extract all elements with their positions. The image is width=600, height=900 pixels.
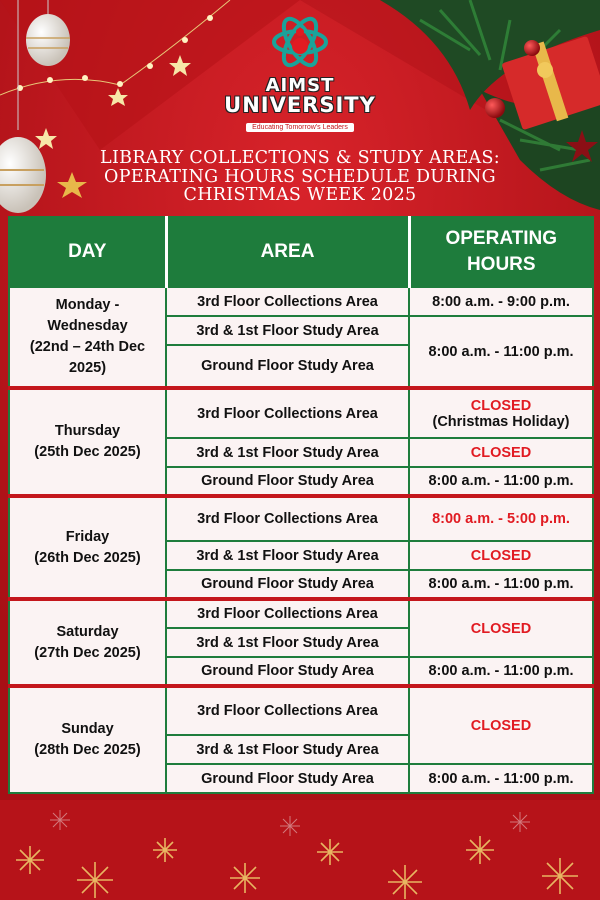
area-cell: 3rd Floor Collections Area — [166, 686, 409, 735]
area-cell: 3rd & 1st Floor Study Area — [166, 628, 409, 657]
area-cell: Ground Floor Study Area — [166, 345, 409, 388]
hours-cell: 8:00 a.m. - 11:00 p.m. — [409, 316, 593, 388]
hours-cell: 8:00 a.m. - 11:00 p.m. — [409, 764, 593, 793]
university-logo — [0, 12, 600, 134]
area-cell: Ground Floor Study Area — [166, 570, 409, 599]
title-line-2: OPERATING HOURS SCHEDULE DURING — [104, 166, 496, 187]
title-line-1: LIBRARY COLLECTIONS & STUDY AREAS: — [100, 148, 500, 168]
area-cell: 3rd Floor Collections Area — [166, 287, 409, 316]
logo-tagline: Educating Tomorrow's Leaders — [246, 123, 354, 132]
area-cell: Ground Floor Study Area — [166, 764, 409, 793]
area-cell: 3rd & 1st Floor Study Area — [166, 438, 409, 467]
title-line-3: CHRISTMAS WEEK 2025 — [183, 185, 417, 205]
day-saturday: Saturday (27th Dec 2025) — [9, 599, 166, 686]
hours-cell: 8:00 a.m. - 9:00 p.m. — [409, 287, 593, 316]
hours-cell: 8:00 a.m. - 5:00 p.m. — [409, 496, 593, 541]
day-friday: Friday (26th Dec 2025) — [9, 496, 166, 599]
day-sunday: Sunday (28th Dec 2025) — [9, 686, 166, 793]
hours-cell: 8:00 a.m. - 11:00 p.m. — [409, 570, 593, 599]
area-cell: 3rd Floor Collections Area — [166, 496, 409, 541]
table-row — [9, 686, 593, 735]
table-row — [9, 599, 593, 628]
area-cell: Ground Floor Study Area — [166, 467, 409, 496]
table-row — [9, 496, 593, 541]
hours-cell — [409, 388, 593, 438]
atom-icon — [272, 12, 328, 72]
hours-cell: CLOSED — [409, 541, 593, 570]
table-header-row — [9, 217, 593, 287]
area-cell: 3rd Floor Collections Area — [166, 599, 409, 628]
holiday-note: (Christmas Holiday) — [432, 413, 570, 430]
area-cell: 3rd & 1st Floor Study Area — [166, 316, 409, 345]
snowflake-pattern — [0, 800, 600, 900]
logo-university: UNIVERSITY — [224, 93, 376, 117]
table-row — [9, 287, 593, 316]
table-row — [9, 388, 593, 438]
day-thursday: Thursday (25th Dec 2025) — [9, 388, 166, 496]
poster-title — [0, 149, 600, 205]
day-mon-wed: Monday - Wednesday (22nd – 24th Dec 2025) — [9, 287, 166, 388]
header-hours: OPERATING HOURS — [409, 217, 593, 287]
hours-cell: CLOSED — [409, 438, 593, 467]
hours-cell: 8:00 a.m. - 11:00 p.m. — [409, 657, 593, 686]
hours-cell: CLOSED — [409, 686, 593, 764]
schedule-table — [8, 216, 594, 794]
area-cell: 3rd & 1st Floor Study Area — [166, 541, 409, 570]
closed-label: CLOSED — [470, 397, 532, 414]
hours-cell: CLOSED — [409, 599, 593, 657]
header-day: DAY — [9, 217, 166, 287]
area-cell: 3rd Floor Collections Area — [166, 388, 409, 438]
hours-cell: 8:00 a.m. - 11:00 p.m. — [409, 467, 593, 496]
area-cell: Ground Floor Study Area — [166, 657, 409, 686]
header-area: AREA — [166, 217, 409, 287]
area-cell: 3rd & 1st Floor Study Area — [166, 735, 409, 764]
logo-aimst: AIMST — [265, 75, 335, 96]
